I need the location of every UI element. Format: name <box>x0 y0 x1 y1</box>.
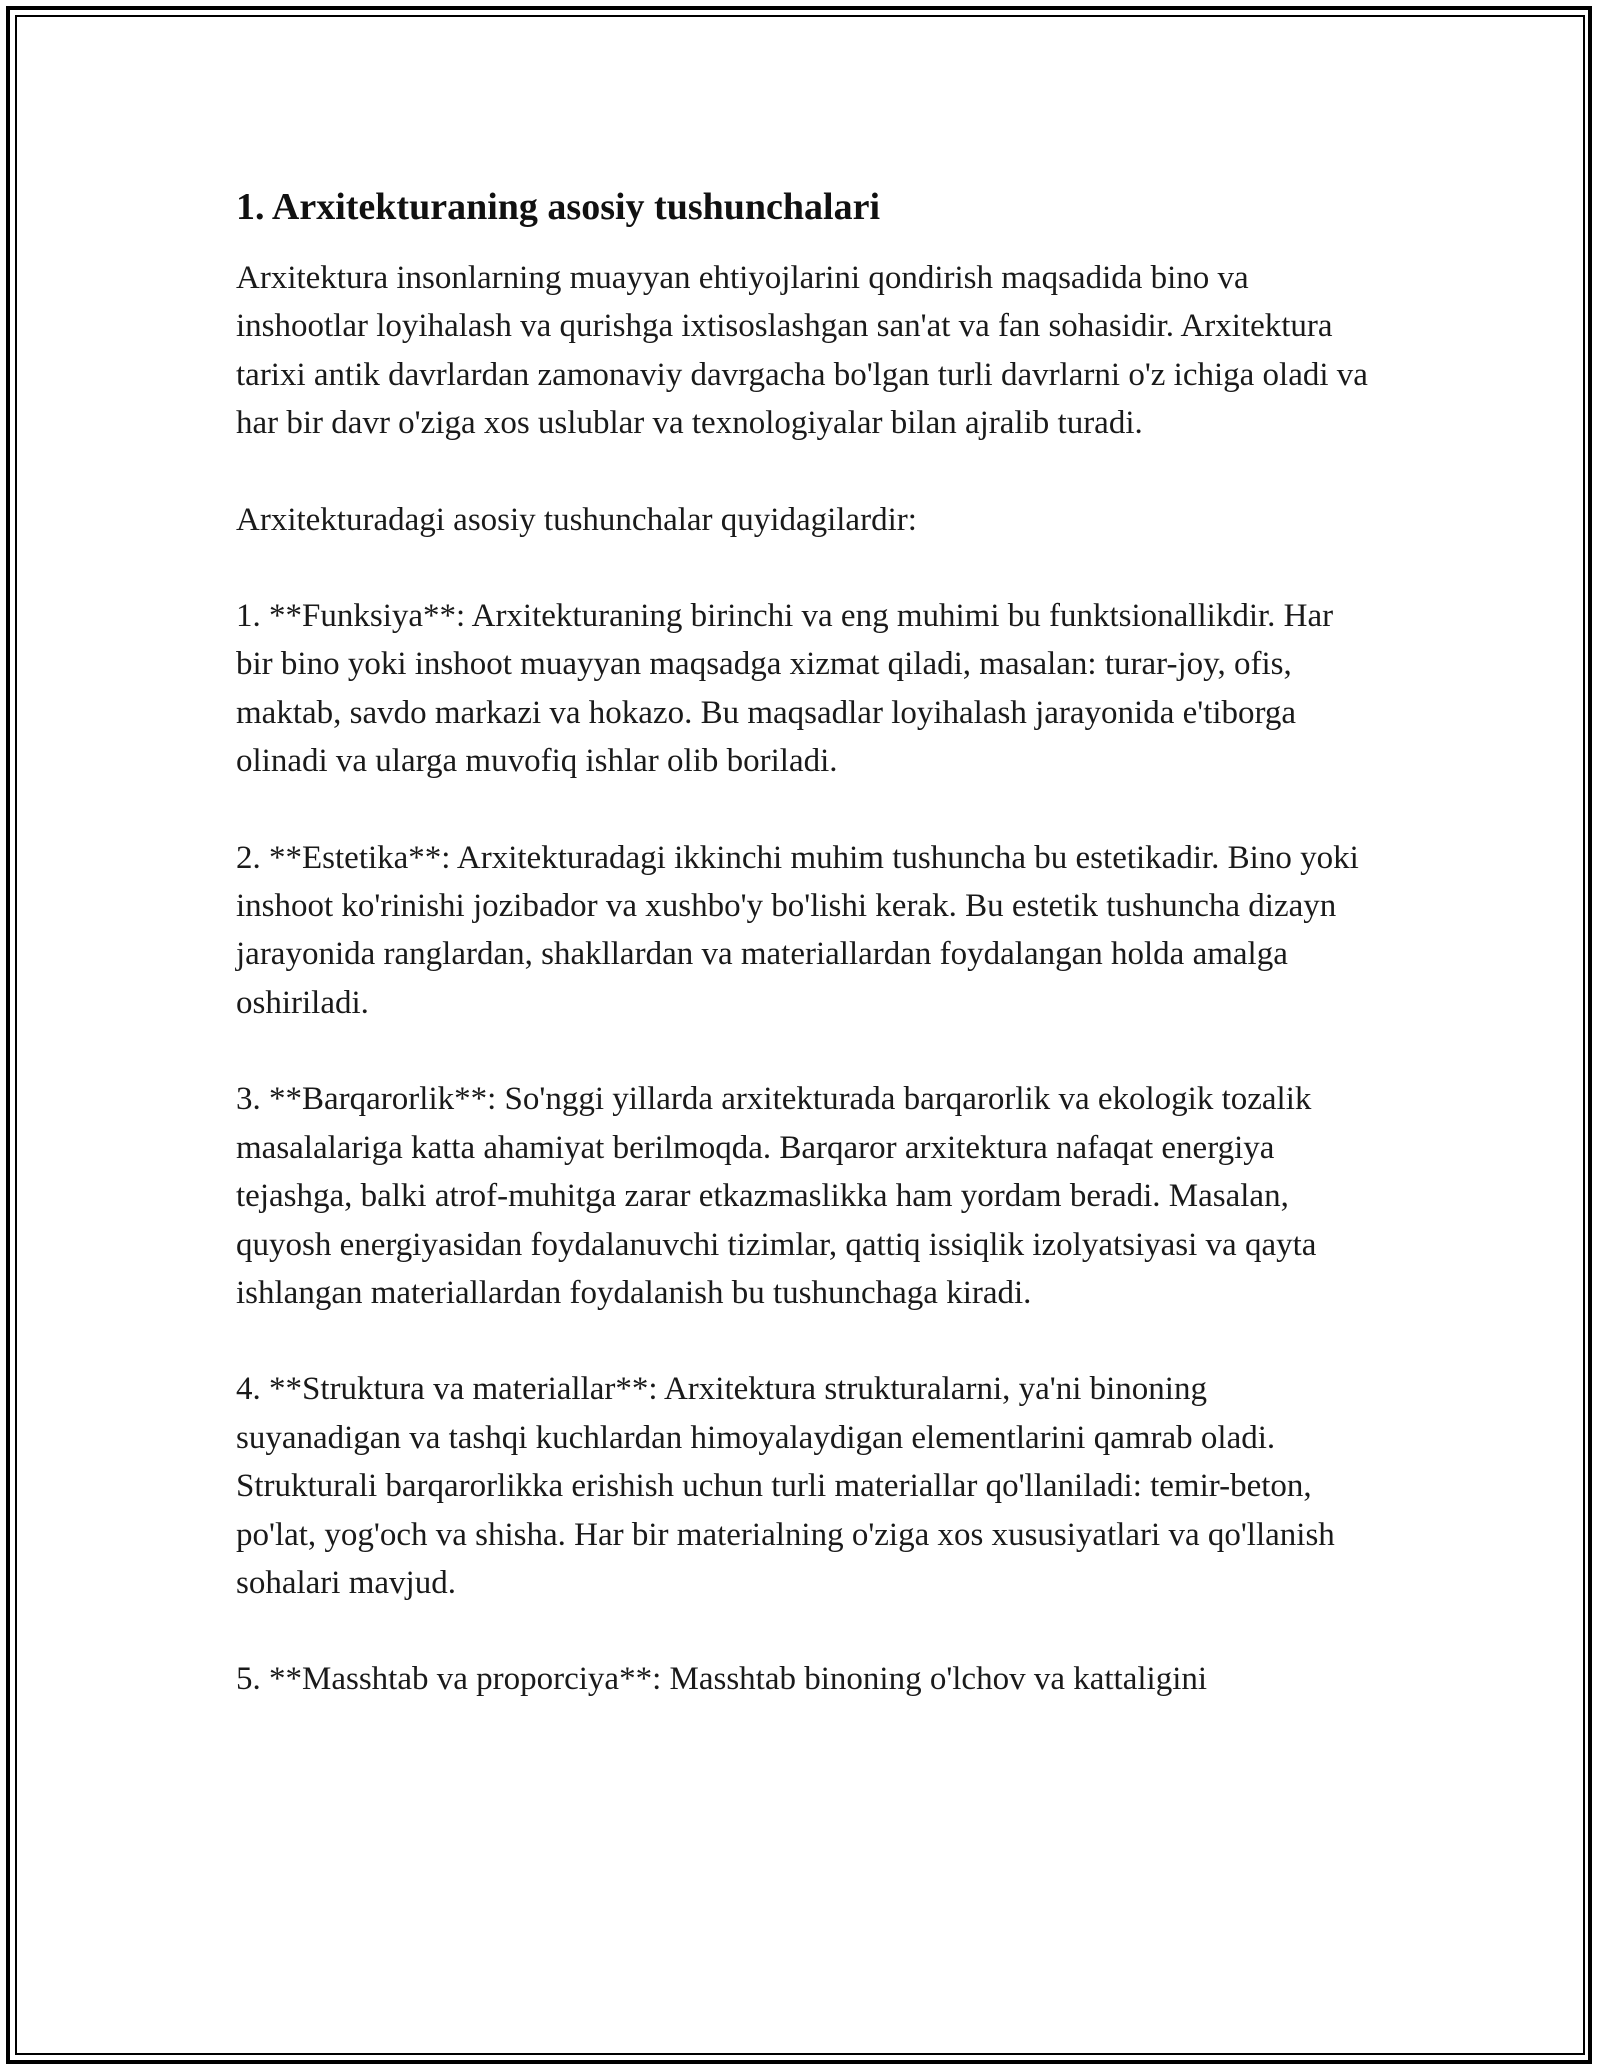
paragraph-list-intro: Arxitekturadagi asosiy tushunchalar quyidagilardir: <box>236 501 917 538</box>
paragraph-item-barqarorlik: 3. **Barqarorlik**: So'nggi yillarda arxitekturada barqarorlik va ekologik tozalik masalalariga katta ahamiyat berilmoqda. Barqaror arxitektura nafaqat energiya tejashga, balki atrof-muhitga zarar etkazmaslikka ham yordam beradi. Masalan, quyosh energiyasidan foydalanuvchi tizimlar, qattiq issiqlik izolyatsiyasi va qayta ishlangan materiallardan foydalanish bu tushunchaga kiradi. <box>236 1081 1317 1311</box>
paragraph-item-masshtab: 5. **Masshtab va proporciya**: Masshtab binoning o'lchov va kattaligini <box>236 1661 1208 1698</box>
paragraph-item-estetika: 2. **Estetika**: Arxitekturadagi ikkinchi muhim tushuncha bu estetikadir. Bino yoki inshoot ko'rinishi jozibador va xushbo'y bo'lishi kerak. Bu estetik tushuncha dizayn jarayonida ranglardan, shakllardan va materiallardan foydalangan holda amalga oshiriladi. <box>236 839 1359 1021</box>
paragraph-item-struktura: 4. **Struktura va materiallar**: Arxitektura strukturalarni, ya'ni binoning suyanadigan va tashqi kuchlardan himoyalaydigan elementlarini qamrab oladi. Strukturali barqarorlikka erishish uchun turli materiallar qo'llaniladi: temir-beton, po'lat, yog'och va shisha. Har bir materialning o'ziga xos xususiyatlari va qo'llanish sohalari mavjud. <box>236 1371 1335 1601</box>
paragraph-intro: Arxitektura insonlarning muayyan ehtiyojlarini qondirish maqsadida bino va inshootlar loyihalash va qurishga ixtisoslashgan san'at va fan sohasidir. Arxitektura tarixi antik davrlardan zamonaviy davrgacha bo'lgan turli davrlarni o'z ichiga oladi va har bir davr o'ziga xos uslublar va texnologiyalar bilan ajralib turadi. <box>236 260 1368 442</box>
document-body <box>236 183 1376 1704</box>
section-heading: 1. Arxitekturaning asosiy tushunchalari <box>236 186 880 228</box>
paragraph-item-funksiya: 1. **Funksiya**: Arxitekturaning birinchi va eng muhimi bu funktsionallikdir. Har bir bino yoki inshoot muayyan maqsadga xizmat qiladi, masalan: turar-joy, ofis, maktab, savdo markazi va hokazo. Bu maqsadlar loyihalash jarayonida e'tiborga olinadi va ularga muvofiq ishlar olib boriladi. <box>236 598 1334 780</box>
